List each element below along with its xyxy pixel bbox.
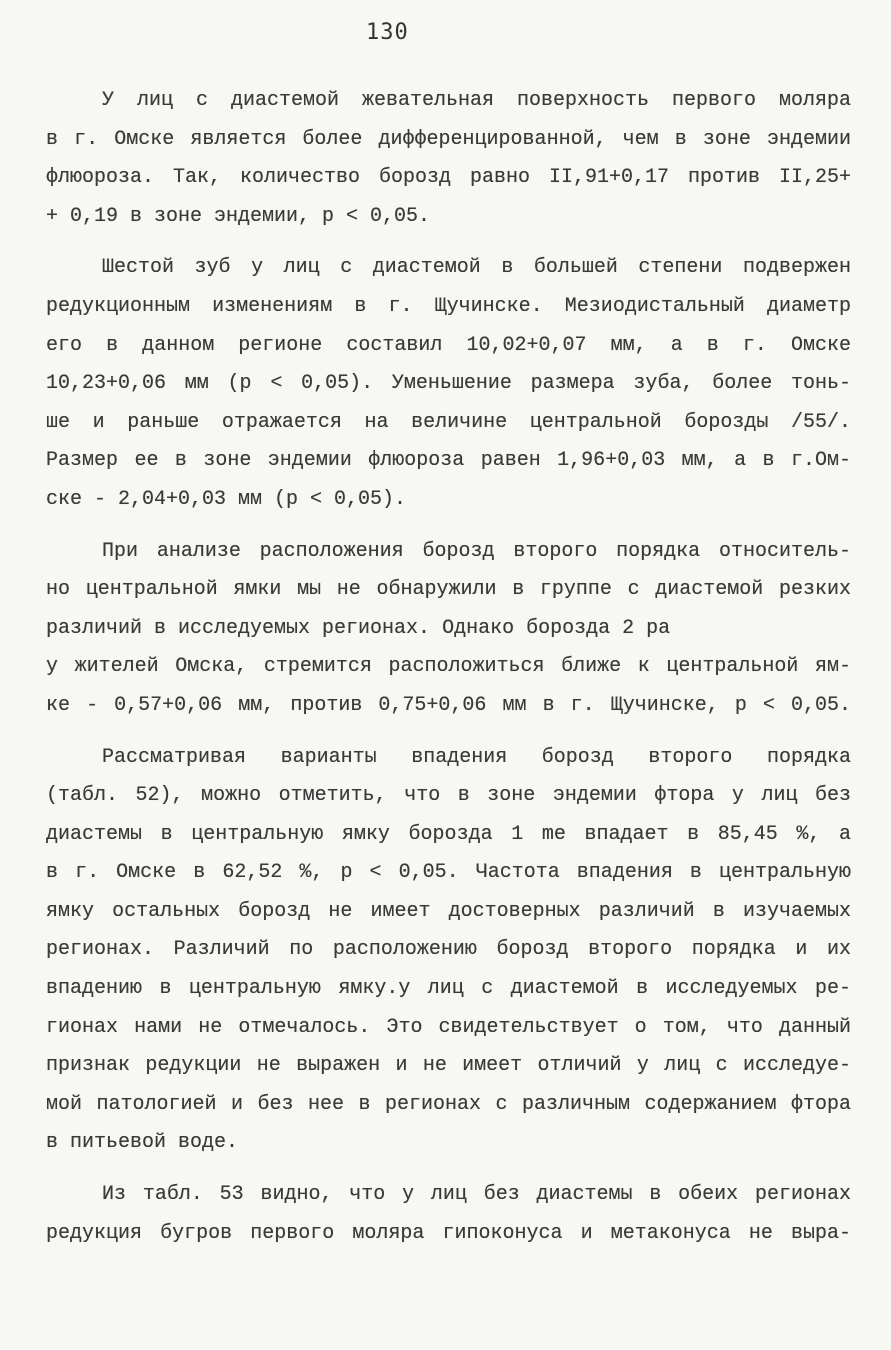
text-line: впадению в центральную ямку.у лиц с диастемой в исследуемых ре-: [46, 977, 851, 1001]
paragraph-gap: [46, 726, 851, 739]
text-line: мой патологией и без нее в регионах с различным содержанием фтора: [46, 1092, 851, 1116]
page-number: 130: [366, 20, 409, 45]
text-line: ске - 2,04+0,03 мм (р < 0,05).: [46, 487, 407, 511]
paragraph-gap: [46, 1163, 851, 1176]
text-line: ямку остальных борозд не имеет достоверных различий в изучаемых: [46, 899, 851, 923]
text-line: Размер ее в зоне эндемии флюороза равен 1,96+0,03 мм, а в г.Ом-: [46, 449, 851, 473]
text-line: Из табл. 53 видно, что у лиц без диастемы в обеих регионах: [102, 1183, 851, 1207]
paragraph-gap: [46, 236, 851, 249]
paragraph-gap: [46, 520, 851, 533]
text-line: регионах. Различий по расположению борозд второго порядка и их: [46, 938, 851, 962]
text-line: в г. Омске в 62,52 %, р < 0,05. Частота впадения в центральную: [46, 861, 851, 885]
text-line: + 0,19 в зоне эндемии, р < 0,05.: [46, 204, 431, 228]
text-line: но центральной ямки мы не обнаружили в группе с диастемой резких: [46, 578, 851, 602]
text-line: признак редукции не выражен и не имеет отличий у лиц с исследуе-: [46, 1054, 851, 1078]
text-line: у жителей Омска, стремится расположиться ближе к центральной ям-: [46, 655, 851, 679]
text-line: в питьевой воде.: [46, 1131, 239, 1155]
text-line: ке - 0,57+0,06 мм, против 0,75+0,06 мм в г. Щучинске, р < 0,05.: [46, 693, 851, 717]
text-line: Рассматривая варианты впадения борозд второго порядка: [102, 745, 851, 769]
text-line: (табл. 52), можно отметить, что в зоне эндемии фтора у лиц без: [46, 784, 851, 808]
text-line: ше и раньше отражается на величине центральной борозды /55/.: [46, 410, 851, 434]
text-line: диастемы в центральную ямку борозда 1 me впадает в 85,45 %, а: [46, 822, 851, 846]
text-line: редукция бугров первого моляра гипоконуса и метаконуса не выра-: [46, 1221, 851, 1245]
body-text: [46, 82, 851, 1253]
text-line: гионах нами не отмечалось. Это свидетельствует о том, что данный: [46, 1015, 851, 1039]
text-line: различий в исследуемых регионах. Однако борозда 2 pa: [46, 616, 671, 640]
text-line: Шестой зуб у лиц с диастемой в большей степени подвержен: [102, 256, 851, 280]
text-line: его в данном регионе составил 10,02+0,07 мм, а в г. Омске: [46, 333, 851, 357]
text-line: При анализе расположения борозд второго порядка относитель-: [102, 539, 851, 563]
text-line: 10,23+0,06 мм (р < 0,05). Уменьшение размера зуба, более тонь-: [46, 372, 851, 396]
text-line: в г. Омске является более дифференцированной, чем в зоне эндемии: [46, 127, 851, 151]
text-line: У лиц с диастемой жевательная поверхность первого моляра: [102, 89, 851, 112]
text-line: редукционным изменениям в г. Щучинске. Мезиодистальный диаметр: [46, 294, 851, 318]
text-line: флюороза. Так, количество борозд равно II,91+0,17 против II,25+: [46, 166, 851, 190]
